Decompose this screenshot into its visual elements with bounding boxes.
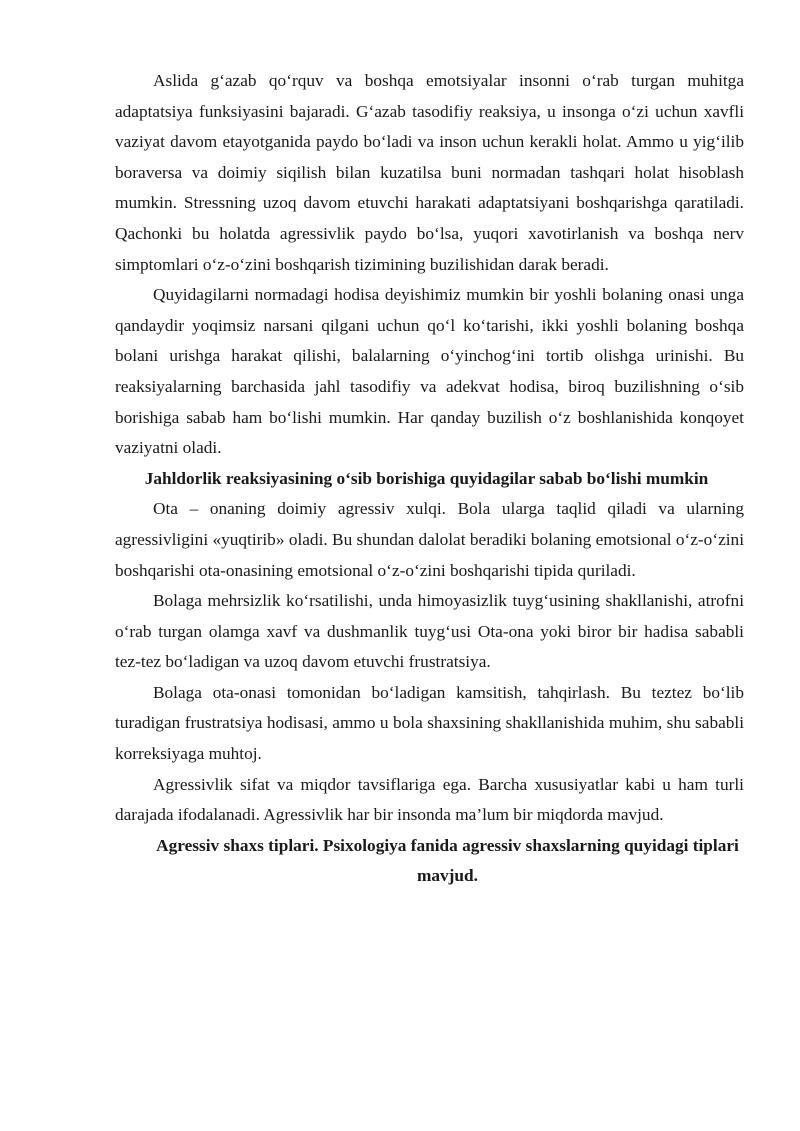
paragraph-lack-of-affection: Bolaga mehrsizlik ko‘rsatilishi, unda himoyasizlik tuyg‘usining shakllanishi, atrofni o‘rab turgan olamga xavf va dushmanlik tuyg‘usi Ota-ona yoki biror bir hadisa sababli tez-tez bo‘ladigan va uzoq davom etuvchi frustratsiya. xyxy=(115,591,744,672)
paragraph-anger-adaptation: Aslida g‘azab qo‘rquv va boshqa emotsiyalar insonni o‘rab turgan muhitga adaptatsiya funksiyasini bajaradi. G‘azab tasodifiy reaksiya, u insonga o‘zi uchun xavfli vaziyat davom etayotganida paydo bo‘ladi va inson uchun kerakli holat. Ammo u yig‘ilib boraversa va doimiy siqilish bilan kuzatilsa buni normadan tashqari holat hisoblash mumkin. Stressning uzoq davom etuvchi harakati adaptatsiyani boshqarishga qaratiladi. Qachonki bu holatda agressivlik paydo bo‘lsa, yuqori xavotirlanish va boshqa nerv simptomlari o‘z-o‘zini boshqarish tizimining buzilishidan darak beradi. xyxy=(115,71,744,274)
section-heading-anger-causes: Jahldorlik reaksiyasining o‘sib borishiga quyidagilar sabab bo‘lishi mumkin xyxy=(144,468,709,488)
section-heading-aggressive-types: Agressiv shaxs tiplari. Psixologiya fanida agressiv shaxslarning quyidagi tiplari mavjud. xyxy=(156,835,739,886)
paragraph-normal-reactions: Quyidagilarni normadagi hodisa deyishimiz mumkin bir yoshli bolaning onasi unga qandaydir yoqimsiz narsani qilgani uchun qo‘l ko‘tarishi, ikki yoshli bolaning boshqa bolani urishga harakat qilishi, balalarning o‘yinchog‘ini tortib olishga urinishi. Bu reaksiyalarning barchasida jahl tasodifiy va adekvat hodisa, biroq buzilishning o‘sib borishiga sabab ham bo‘lishi mumkin. Har qanday buzilish o‘z boshlanishida konqoyet vaziyatni oladi. xyxy=(115,285,744,458)
paragraph-parent-aggression: Ota – onaning doimiy agressiv xulqi. Bola ularga taqlid qiladi va ularning agressivligini «yuqtirib» oladi. Bu shundan dalolat beradiki bolaning emotsional o‘z-o‘zini boshqarishi ota-onasining emotsional o‘z-o‘zini boshqarishi tipida quriladi. xyxy=(115,499,744,580)
paragraph-aggression-characteristics: Agressivlik sifat va miqdor tavsiflariga ega. Barcha xususiyatlar kabi u ham turli darajada ifodalanadi. Agressivlik har bir insonda ma’lum bir miqdorda mavjud. xyxy=(115,774,744,825)
paragraph-humiliation: Bolaga ota-onasi tomonidan bo‘ladigan kamsitish, tahqirlash. Bu teztez bo‘lib turadigan frustratsiya hodisasi, ammo u bola shaxsining shakllanishida muhim, shu sababli korreksiyaga muhtoj. xyxy=(115,682,744,764)
